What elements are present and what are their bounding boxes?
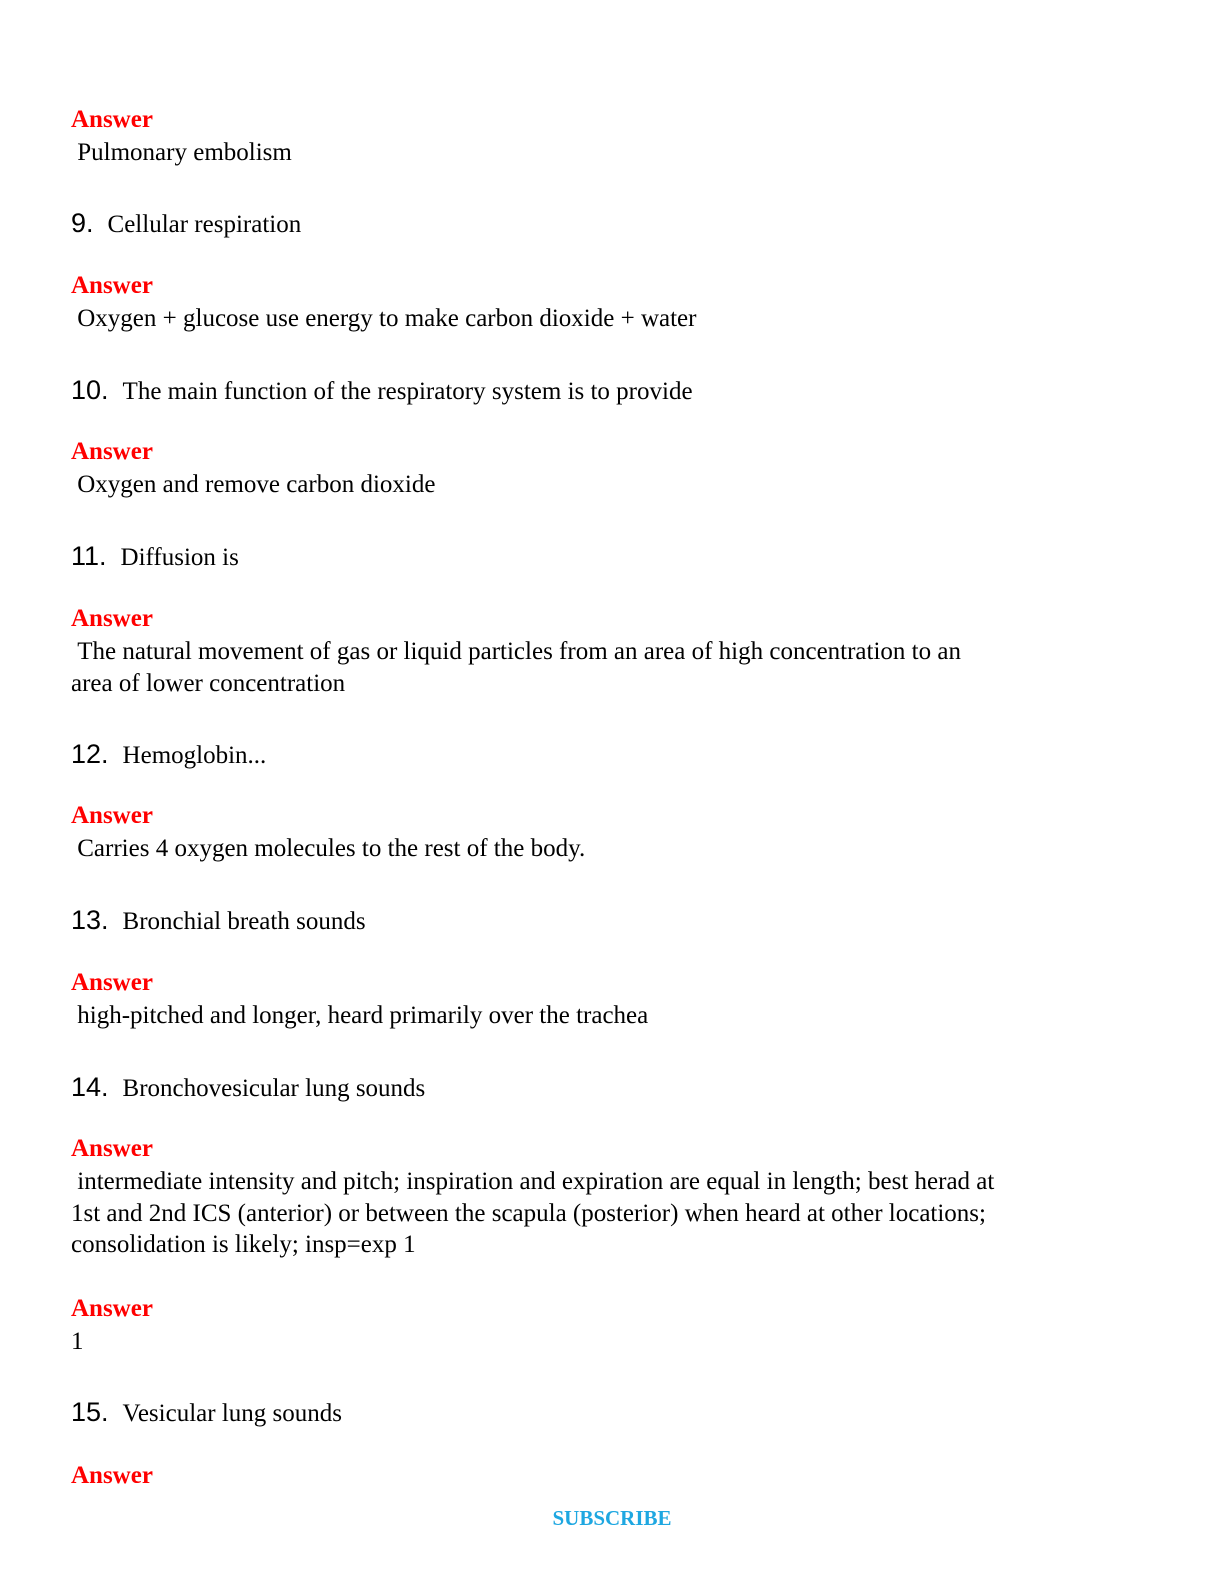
question-12 (71, 737, 266, 771)
answer-text: Oxygen and remove carbon dioxide (71, 471, 436, 498)
answer-label: Answer (71, 802, 153, 829)
answer-label: Answer (71, 438, 153, 465)
question-number: 12. (71, 739, 109, 769)
question-number: 9. (71, 208, 94, 238)
question-text: Vesicular lung sounds (122, 1400, 342, 1427)
answer-label: Answer (71, 1295, 153, 1322)
question-number: 10. (71, 375, 109, 405)
answer-text: Oxygen + glucose use energy to make carbon dioxide + water (71, 305, 697, 332)
question-number: 11. (71, 541, 107, 571)
answer-label: Answer (71, 272, 153, 299)
question-9 (71, 206, 301, 240)
subscribe-link[interactable]: SUBSCRIBE (552, 1506, 672, 1530)
question-text: Bronchial breath sounds (122, 908, 366, 935)
question-15 (71, 1395, 342, 1429)
answer-text: intermediate intensity and pitch; inspiration and expiration are equal in length; best herad at 1st and 2nd ICS (anterior) or between the scapula (posterior) when heard at other locations; consolidation is likely; insp=exp 1 (71, 1168, 995, 1258)
answer-text: Carries 4 oxygen molecules to the rest of the body. (71, 835, 586, 862)
question-text: Diffusion is (120, 544, 239, 571)
answer-text: 1 (71, 1328, 84, 1355)
question-number: 15. (71, 1397, 109, 1427)
answer-label: Answer (71, 1462, 153, 1489)
question-number: 14. (71, 1072, 109, 1102)
answer-text: Pulmonary embolism (71, 139, 292, 166)
question-text: Cellular respiration (107, 211, 302, 238)
answer-text: The natural movement of gas or liquid particles from an area of high concentration to an area of lower concentration (71, 638, 961, 697)
question-text: Bronchovesicular lung sounds (122, 1075, 426, 1102)
answer-text: high-pitched and longer, heard primarily over the trachea (71, 1002, 649, 1029)
question-11 (71, 539, 239, 573)
question-number: 13. (71, 905, 109, 935)
answer-label: Answer (71, 106, 153, 133)
question-text: Hemoglobin... (122, 742, 267, 769)
question-14 (71, 1070, 425, 1104)
question-10 (71, 373, 693, 407)
answer-label: Answer (71, 969, 153, 996)
answer-label: Answer (71, 1135, 153, 1162)
question-13 (71, 903, 366, 937)
question-text: The main function of the respiratory system is to provide (122, 378, 693, 405)
answer-label: Answer (71, 605, 153, 632)
